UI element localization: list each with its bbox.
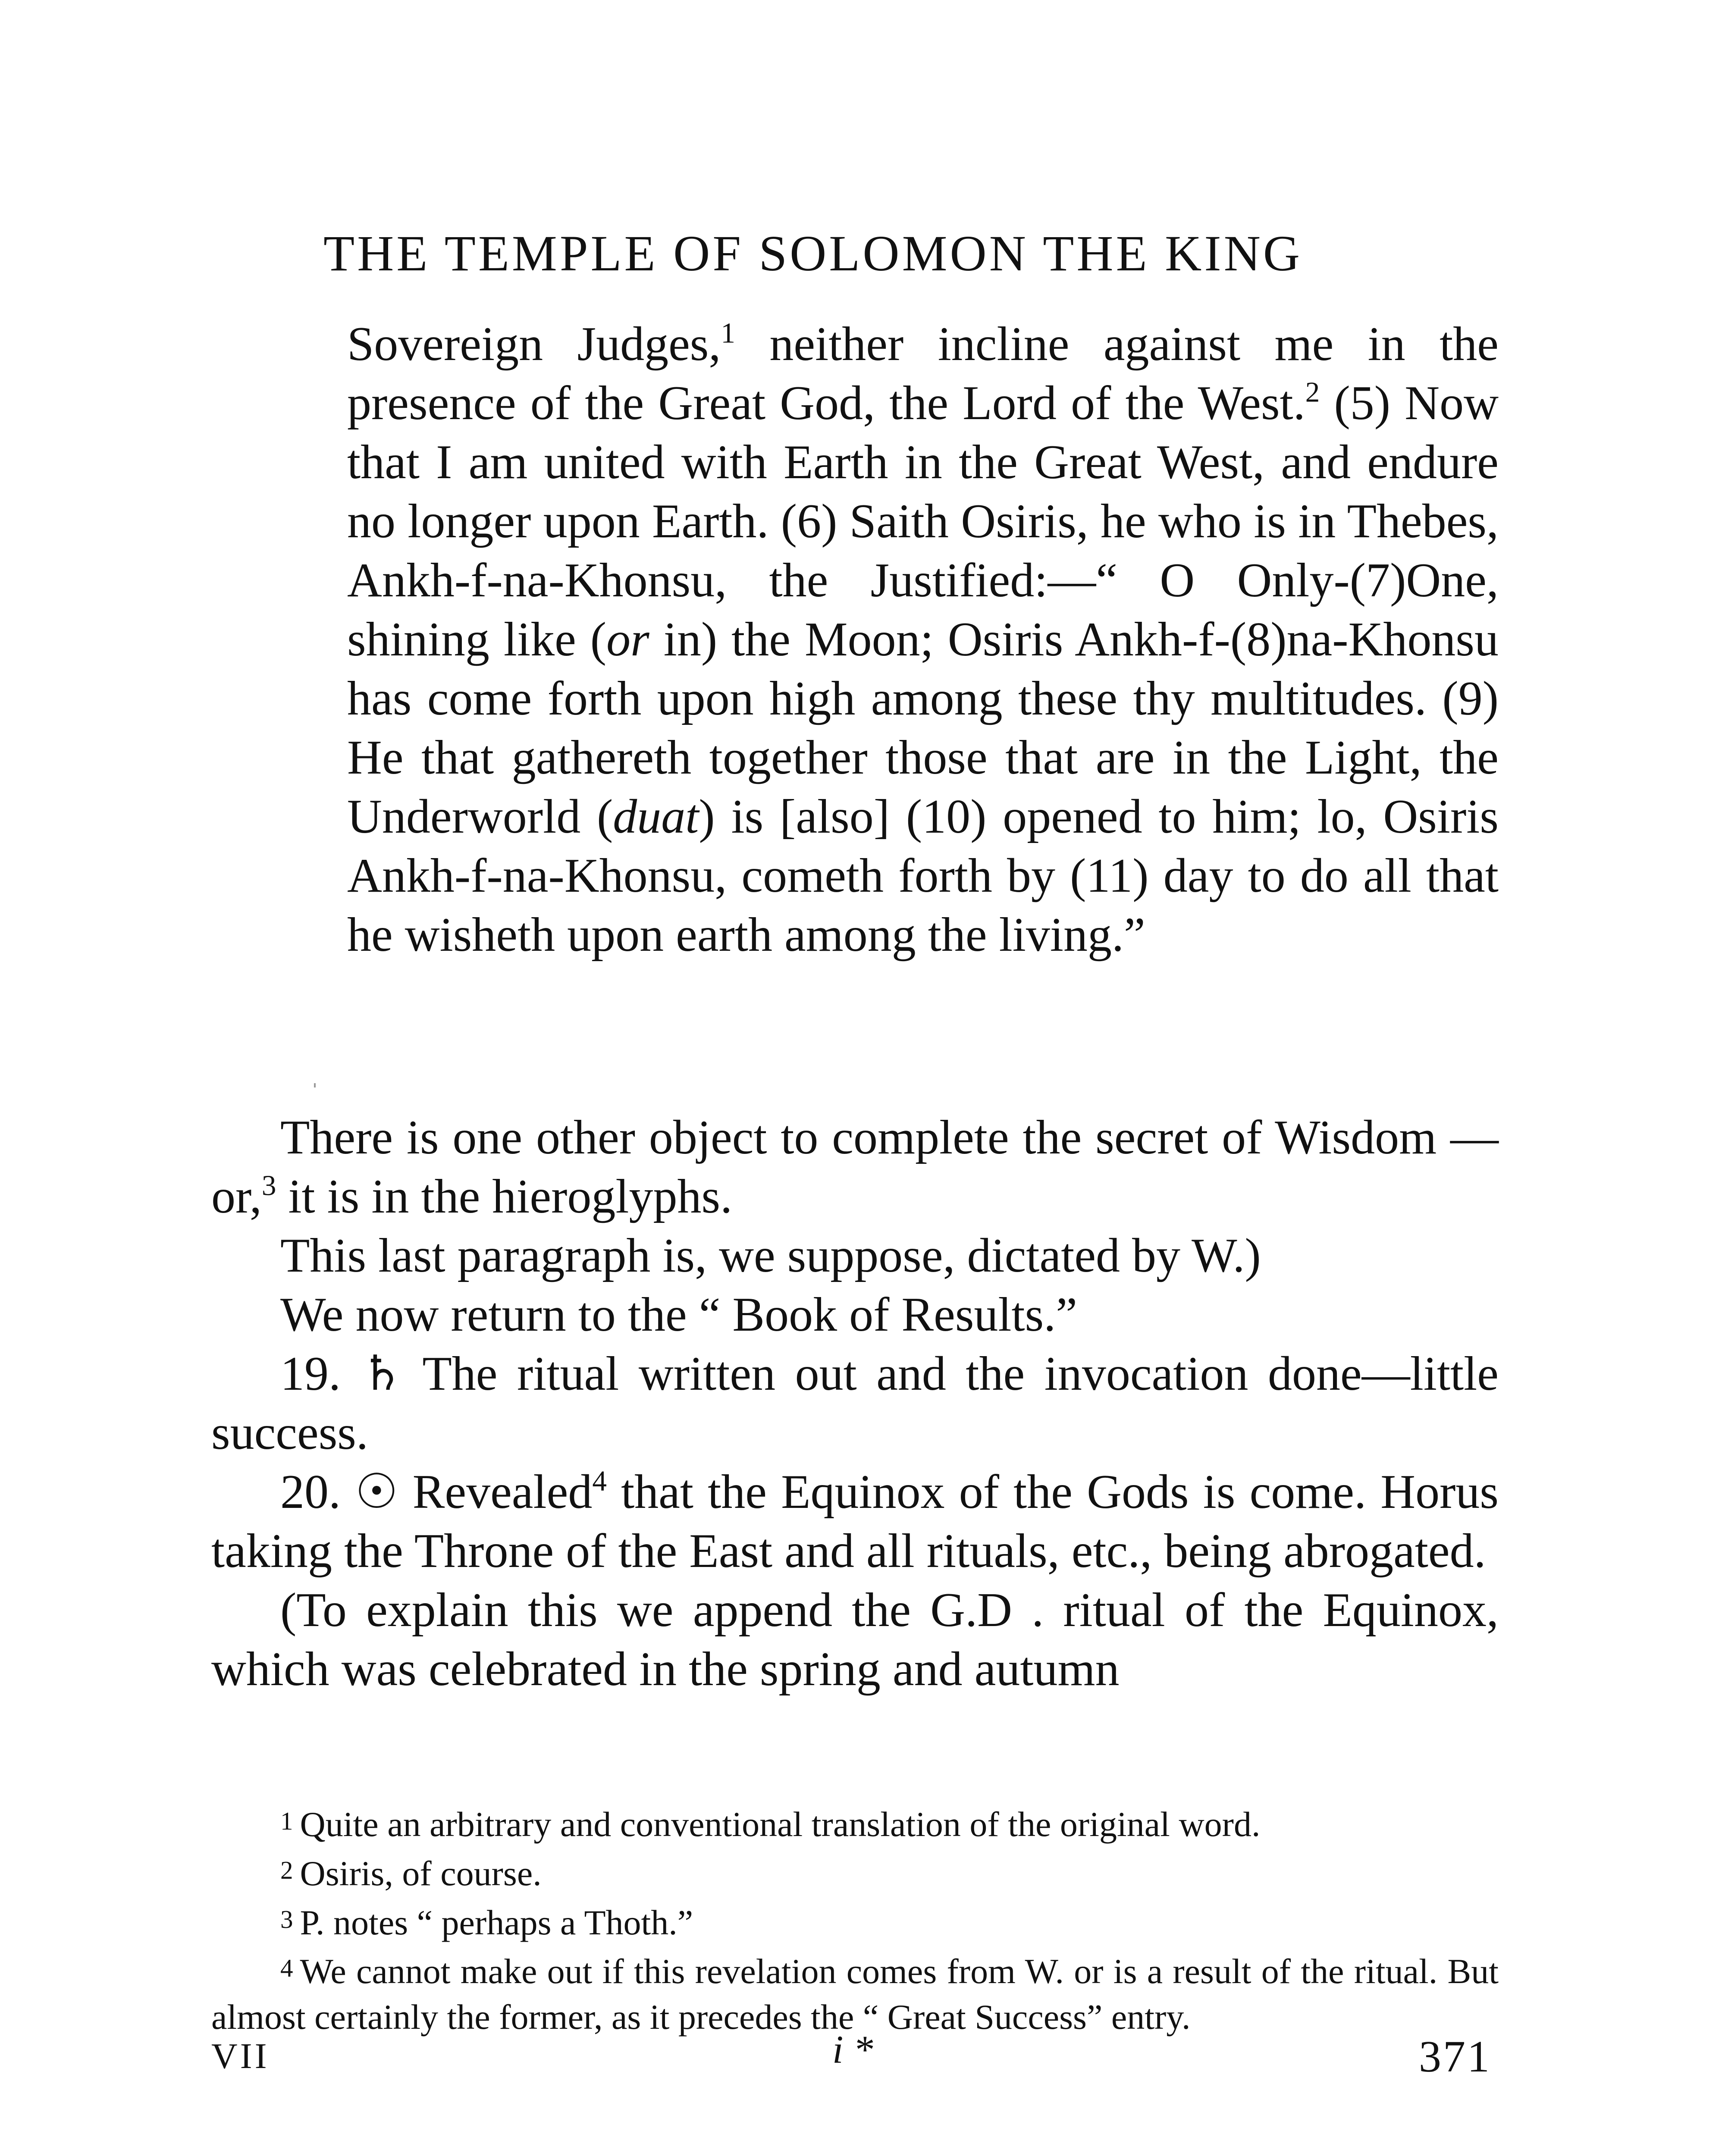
quoted-passage [347,315,1499,965]
footnote-2 [211,1847,1499,1896]
footnote-text: Quite an arbitrary and conventional translation of the original word. [300,1804,1261,1844]
footnote-text: P. notes “ perhaps a Thoth.” [300,1902,693,1942]
quote-text-3: (5) Now that I am united with Earth in the Great West, and endure no longer upon Earth. (6) Saith Osiris, he who is in Thebes, Ankh-f-na-Khonsu, the Justified:—“ O Only-(7)One, shining like ( [347,376,1499,666]
footnotes [211,1798,1499,2040]
footnote-text: We cannot make out if this revelation comes from W. or is a result of the ritual. But almost certainly the former, as it precedes the “ Great Success” entry. [211,1952,1499,2037]
page-footer [0,2027,1725,2091]
footnote-number: 4 [280,1954,293,1983]
paragraph-equinox: (To explain this we append the G.D . ritual of the Equinox, which was celebrated in the spring and autumn [211,1583,1499,1696]
page-number: 371 [1419,2032,1491,2081]
paragraph-text: 20. ☉ Revealed [280,1465,593,1519]
paragraph-return: We now return to the “ Book of Results.” [280,1288,1077,1341]
body-text [211,1108,1499,1699]
quote-text-5: ) is [also] (10) opened to him; lo, Osiris Ankh-f-na-Khonsu, cometh forth by (11) day to do all that he wisheth upon earth among the living.” [347,790,1499,962]
paragraph-secret-wisdom [211,1108,1499,1226]
paragraph-text: it is in the hieroglyphs. [276,1170,733,1223]
quote-text-2: neither incline against me in the presence of the Great God, the Lord of the West. [347,317,1499,430]
sheet-signature: i * [832,2028,873,2071]
quote-text-1: Sovereign Judges, [347,317,721,371]
entry-20 [211,1463,1499,1581]
footnote-4 [211,1945,1499,2040]
quote-text-4: in) the Moon; Osiris Ankh-f-(8)na-Khonsu has come forth upon high among these thy multitudes. (9) He that gathereth together those that are in the Light, the Underworld ( [347,613,1499,843]
paragraph-text: There is one other object to complete the secret of Wisdom —or, [211,1111,1499,1223]
paragraph-dictated: This last paragraph is, we suppose, dictated by W.) [280,1229,1261,1282]
footnote-ref-1: 1 [721,317,735,349]
print-speck [314,1083,316,1087]
footnote-number: 1 [280,1807,293,1835]
volume-signature: VII [211,2036,270,2076]
footnote-number: 2 [280,1855,293,1884]
paragraph-text: that the Equinox of the Gods is come. Horus taking the Throne of the East and all rituals, etc., being abrogated. [211,1465,1499,1578]
footnote-text: Osiris, of course. [300,1853,542,1893]
quote-italic-duat: duat [613,790,699,843]
quote-italic-or: or [606,613,649,666]
quote-paragraph [347,315,1499,965]
footnote-ref-3: 3 [261,1169,276,1202]
footnote-ref-4: 4 [592,1464,607,1497]
entry-19: 19. ♄ The ritual written out and the invocation done—little success. [211,1347,1499,1460]
footnote-ref-2: 2 [1305,376,1320,408]
running-head: THE TEMPLE OF SOLOMON THE KING [323,225,1303,282]
footnote-3 [211,1896,1499,1946]
footnote-1 [211,1798,1499,1847]
footnote-number: 3 [280,1905,293,1934]
